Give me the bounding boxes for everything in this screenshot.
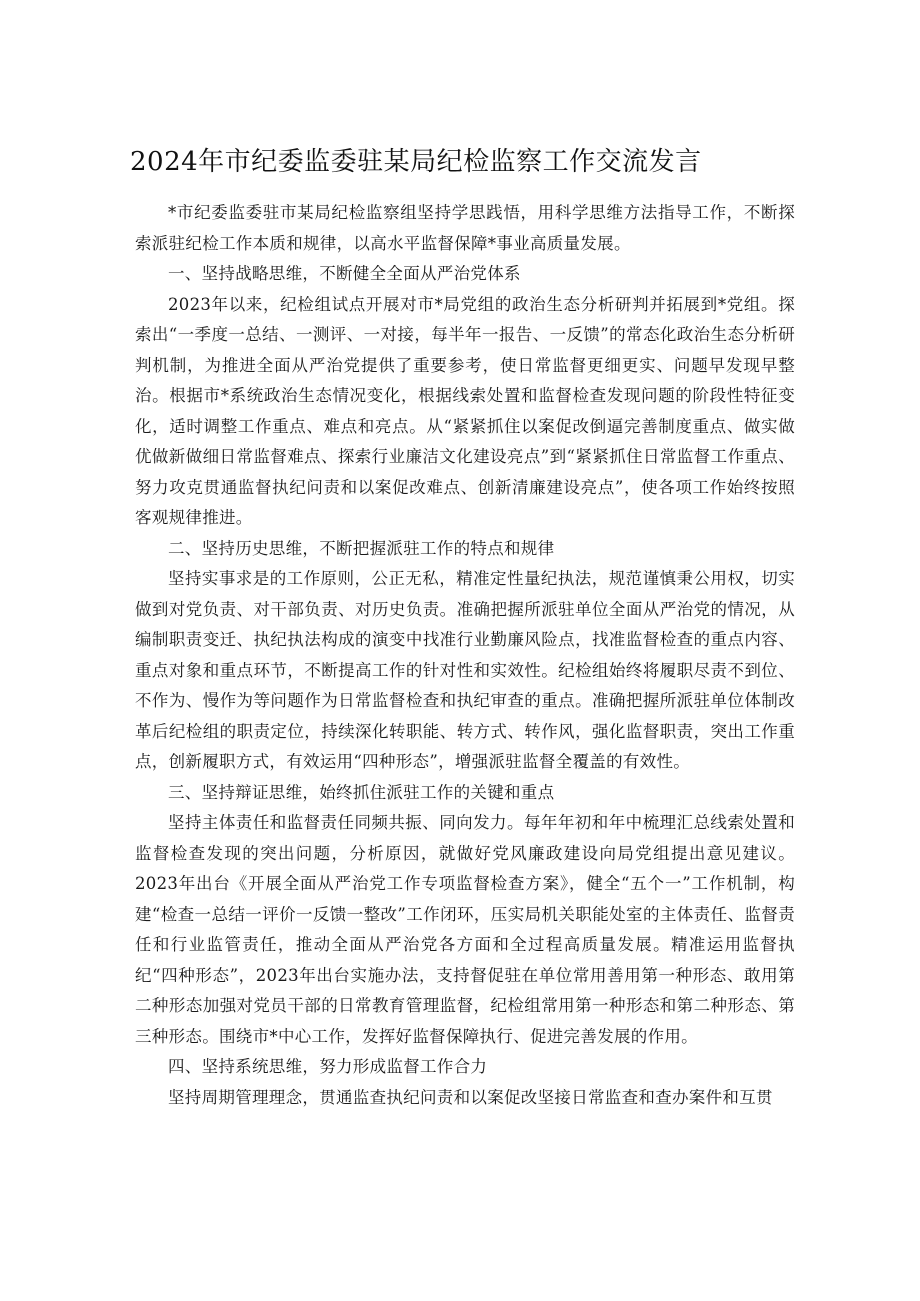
section-2-paragraph: 坚持实事求是的工作原则，公正无私，精准定性量纪执法，规范谨慎秉公用权，切实做到对党负责、对干部负责、对历史负责。准确把握所派驻单位全面从严治党的情况，从编制职责变迁、执纪执法构成的演变中找准行业勤廉风险点，找准监督检查的重点内容、重点对象和重点环节，不断提高工作的针对性和实效性。纪检组始终将履职尽责不到位、不作为、慢作为等问题作为日常监督检查和执纪审查的重点。准确把握所派驻单位体制改革后纪检组的职责定位，持续深化转职能、转方式、转作风，强化监督职责，突出工作重点，创新履职方式，有效运用“四种形态”，增强派驻监督全覆盖的有效性。 — [135, 569, 795, 771]
section-4-paragraph: 坚持周期管理理念，贯通监查执纪问责和以案促改坚接日常监查和查办案件和互贯 — [168, 1087, 773, 1107]
section-heading-2: 二、坚持历史思维，不断把握派驻工作的特点和规律 — [168, 538, 555, 558]
document-title: 2024年市纪委监委驻某局纪检监察工作交流发言 — [130, 147, 702, 177]
intro-paragraph: *市纪委监委驻市某局纪检监察组坚持学思践悟，用科学思维方法指导工作，不断探索派驻纪检工作本质和规律，以高水平监督保障*事业高质量发展。 — [135, 203, 795, 253]
section-heading-4: 四、坚持系统思维，努力形成监督工作合力 — [168, 1057, 488, 1076]
section-heading-1: 一、坚持战略思维，不断健全全面从严治党体系 — [168, 264, 521, 283]
section-heading-3: 三、坚持辩证思维，始终抓住派驻工作的关键和重点 — [168, 782, 555, 802]
document-body — [135, 198, 795, 1113]
section-3-paragraph: 坚持主体责任和监督责任同频共振、同向发力。每年年初和年中梳理汇总线索处置和监督检查发现的突出问题，分析原因，就做好党风廉政建设向局党组提出意见建议。2023年出台《开展全面从严治党工作专项监督检查方案》，健全“五个一”工作机制，构建“检查一总结一评价一反馈一整改”工作闭环，压实局机关职能处室的主体责任、监督责任和行业监管责任，推动全面从严治党各方面和全过程高质量发展。精准运用监督执纪“四种形态”，2023年出台实施办法，支持督促驻在单位常用善用第一种形态、敢用第二种形态加强对党员干部的日常教育管理监督，纪检组常用第一种形态和第二种形态、第三种形态。围绕市*中心工作，发挥好监督保障执行、促进完善发展的作用。 — [135, 813, 795, 1046]
section-1-paragraph: 2023年以来，纪检组试点开展对市*局党组的政治生态分析研判并拓展到*党组。探索出“一季度一总结、一测评、一对接，每半年一报告、一反馈”的常态化政治生态分析研判机制，为推进全面从严治党提供了重要参考，使日常监督更细更实、问题早发现早整治。根据市*系统政治生态情况变化，根据线索处置和监督检查发现问题的阶段性特征变化，适时调整工作重点、难点和亮点。从“紧紧抓住以案促改倒逼完善制度重点、做实做优做新做细日常监督难点、探索行业廉洁文化建设亮点”到“紧紧抓住日常监督工作重点、努力攻克贯通监督执纪问责和以案促改难点、创新清廉建设亮点”，使各项工作始终按照客观规律推进。 — [135, 294, 795, 527]
